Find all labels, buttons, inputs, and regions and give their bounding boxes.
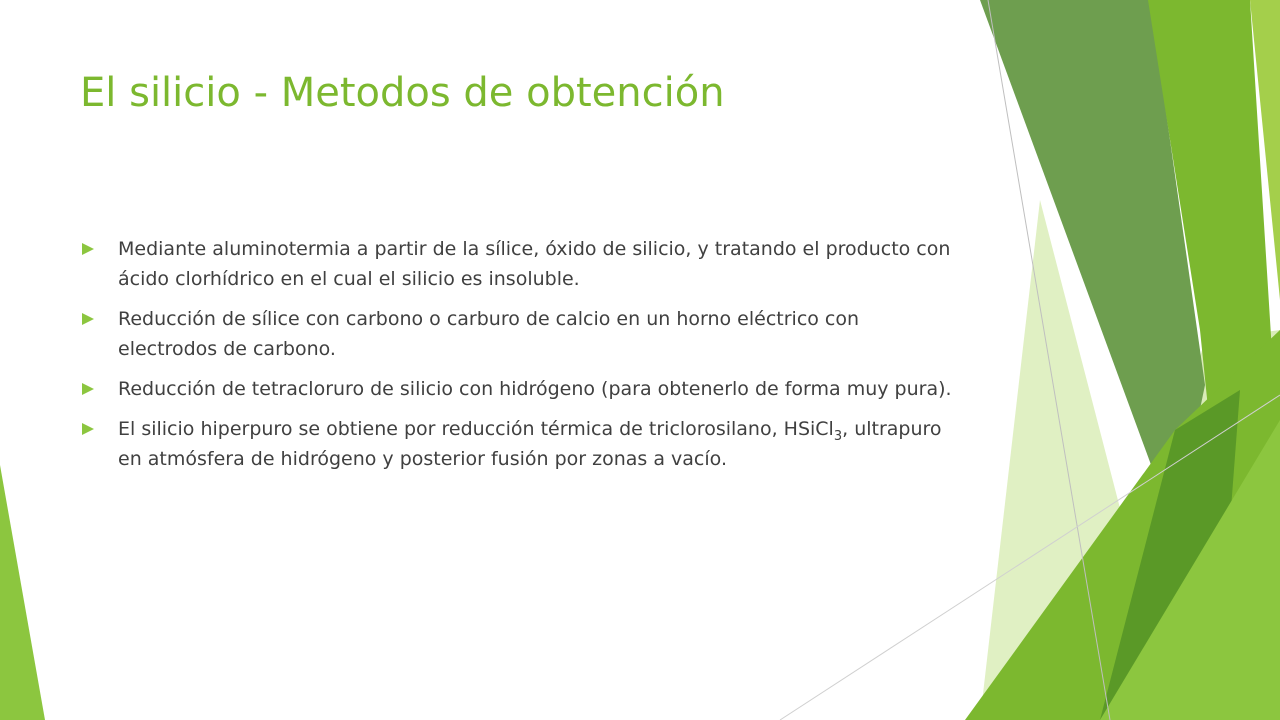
bullet-text-after-formula: , ultrapuro en atmósfera de hidrógeno y posterior fusión por zonas a vacío. [118, 418, 942, 470]
bullet-item [82, 234, 962, 294]
bullet-item [82, 374, 962, 404]
bullet-list [82, 234, 962, 484]
bullet-text-before-formula: El silicio hiperpuro se obtiene por reducción térmica de triclorosilano, HSiCl [118, 418, 834, 440]
formula-subscript: 3 [833, 428, 843, 444]
bullet-text: Reducción de tetracloruro de silicio con hidrógeno (para obtenerlo de forma muy pura). [118, 378, 952, 400]
right-triangle-arrow-icon [82, 243, 94, 255]
bullet-text: Mediante aluminotermia a partir de la sílice, óxido de silicio, y tratando el producto con ácido clorhídrico en el cual el silicio es insoluble. [118, 238, 951, 290]
left-edge-facet [0, 465, 45, 720]
right-triangle-arrow-icon [82, 383, 94, 395]
slide-title: El silicio - Metodos de obtención [80, 70, 725, 116]
bullet-item [82, 304, 962, 364]
bullet-text: Reducción de sílice con carbono o carburo de calcio en un horno eléctrico con electrodos de carbono. [118, 308, 860, 360]
right-triangle-arrow-icon [82, 423, 94, 435]
right-triangle-arrow-icon [82, 313, 94, 325]
bullet-item [82, 414, 962, 474]
